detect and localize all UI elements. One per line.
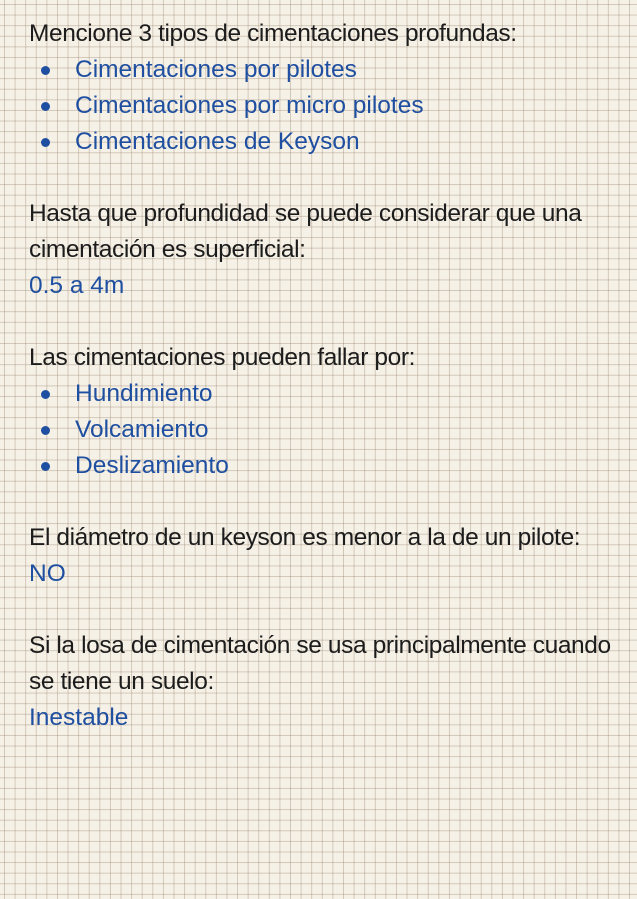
note-page bbox=[29, 16, 619, 772]
answer-list-item bbox=[29, 88, 619, 124]
bullet-icon bbox=[41, 390, 50, 399]
bullet-icon bbox=[41, 138, 50, 147]
answer-list bbox=[29, 376, 619, 484]
answer-list-item bbox=[29, 376, 619, 412]
answer-text: Cimentaciones por micro pilotes bbox=[75, 92, 424, 119]
bullet-icon bbox=[41, 462, 50, 471]
answer-text: 0.5 a 4m bbox=[29, 272, 125, 299]
answer-list bbox=[29, 52, 619, 160]
question-block-3 bbox=[29, 340, 619, 484]
answer-text: Hundimiento bbox=[75, 380, 213, 407]
question-text: Mencione 3 tipos de cimentaciones profundas: bbox=[29, 20, 517, 47]
bullet-icon bbox=[41, 102, 50, 111]
answer-text: Cimentaciones de Keyson bbox=[75, 128, 360, 155]
bullet-icon bbox=[41, 66, 50, 75]
answer-text: NO bbox=[29, 560, 66, 587]
question-block-2 bbox=[29, 196, 619, 304]
bullet-icon bbox=[41, 426, 50, 435]
answer-text: Inestable bbox=[29, 704, 129, 731]
question-text: El diámetro de un keyson es menor a la de un pilote: bbox=[29, 524, 581, 551]
answer-list-item bbox=[29, 124, 619, 160]
question-block-4 bbox=[29, 520, 619, 592]
question-block-5 bbox=[29, 628, 619, 736]
answer-list-item bbox=[29, 448, 619, 484]
answer-list-item bbox=[29, 52, 619, 88]
answer-text: Cimentaciones por pilotes bbox=[75, 56, 357, 83]
question-text: Si la losa de cimentación se usa principalmente cuando se tiene un suelo: bbox=[29, 632, 611, 695]
question-text: Las cimentaciones pueden fallar por: bbox=[29, 344, 416, 371]
answer-list-item bbox=[29, 412, 619, 448]
question-block-1 bbox=[29, 16, 619, 160]
answer-text: Deslizamiento bbox=[75, 452, 229, 479]
answer-text: Volcamiento bbox=[75, 416, 209, 443]
question-text: Hasta que profundidad se puede considerar que una cimentación es superficial: bbox=[29, 200, 582, 263]
